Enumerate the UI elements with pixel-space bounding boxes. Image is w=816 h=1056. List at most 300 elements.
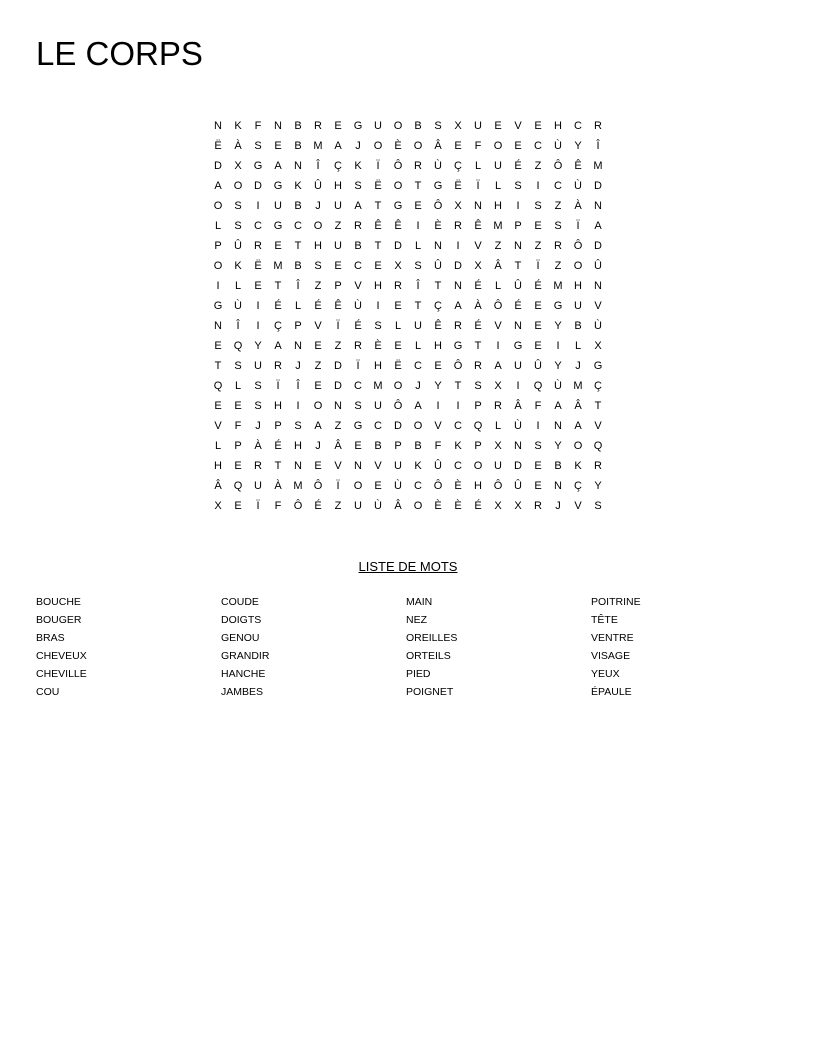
grid-cell: Z <box>534 160 542 172</box>
grid-cell: Â <box>574 400 582 412</box>
grid-cell: È <box>434 220 442 232</box>
grid-cell: Î <box>296 280 300 292</box>
grid-cell: Ï <box>256 500 260 512</box>
grid-cell: È <box>434 500 442 512</box>
word-list-heading <box>0 558 816 576</box>
grid-cell: N <box>294 160 302 172</box>
grid-cell: Ç <box>594 380 602 392</box>
grid-cell: É <box>474 500 482 512</box>
grid-cell: D <box>594 180 602 192</box>
grid-cell: E <box>234 460 242 472</box>
grid-cell: S <box>254 380 262 392</box>
grid-cell: S <box>514 180 522 192</box>
grid-cell: K <box>294 180 302 192</box>
grid-cell: X <box>494 440 502 452</box>
grid-cell: C <box>554 180 562 192</box>
grid-cell: É <box>314 500 322 512</box>
grid-cell: B <box>294 120 302 132</box>
grid-cell: E <box>534 220 542 232</box>
word-list-item: CHEVEUX <box>36 650 87 662</box>
grid-cell: Z <box>314 360 322 372</box>
grid-cell: E <box>334 260 342 272</box>
grid-cell: V <box>494 320 502 332</box>
grid-cell: S <box>354 180 362 192</box>
grid-cell: E <box>214 340 222 352</box>
grid-cell: O <box>213 200 223 212</box>
grid-cell: E <box>494 120 502 132</box>
grid-cell: D <box>594 240 602 252</box>
grid-cell: R <box>454 320 462 332</box>
grid-cell: Z <box>554 200 562 212</box>
grid-cell: E <box>354 440 362 452</box>
grid-cell: N <box>334 400 342 412</box>
word-list-item: VENTRE <box>591 632 634 644</box>
grid-cell: É <box>514 300 522 312</box>
grid-cell: I <box>456 400 460 412</box>
grid-cell: M <box>273 260 283 272</box>
grid-cell: V <box>594 300 602 312</box>
grid-cell: G <box>393 200 403 212</box>
grid-cell: F <box>234 420 242 432</box>
grid-cell: I <box>536 180 540 192</box>
grid-cell: U <box>254 360 262 372</box>
grid-cell: B <box>414 440 422 452</box>
grid-cell: È <box>394 140 402 152</box>
grid-cell: R <box>554 240 562 252</box>
grid-cell: Û <box>234 240 242 252</box>
grid-cell: Ù <box>234 300 242 312</box>
grid-cell: C <box>454 460 462 472</box>
grid-cell: Ô <box>493 480 503 492</box>
grid-cell: R <box>314 120 322 132</box>
grid-cell: E <box>334 120 342 132</box>
grid-cell: O <box>393 380 403 392</box>
grid-cell: B <box>574 320 582 332</box>
word-list-item: BRAS <box>36 632 65 644</box>
grid-cell: D <box>454 260 462 272</box>
grid-cell: Q <box>593 440 603 452</box>
grid-cell: M <box>493 220 503 232</box>
grid-cell: U <box>414 320 422 332</box>
grid-cell: D <box>334 380 342 392</box>
grid-cell: P <box>274 420 282 432</box>
grid-cell: C <box>534 140 542 152</box>
grid-cell: V <box>574 500 582 512</box>
grid-cell: U <box>394 460 402 472</box>
grid-cell: E <box>454 140 462 152</box>
grid-cell: R <box>594 460 602 472</box>
grid-cell: I <box>456 240 460 252</box>
grid-cell: E <box>274 240 282 252</box>
grid-cell: L <box>214 220 222 232</box>
grid-cell: R <box>414 160 422 172</box>
grid-cell: E <box>534 120 542 132</box>
grid-cell: A <box>214 180 222 192</box>
grid-cell: Ù <box>354 300 362 312</box>
grid-cell: Ô <box>293 500 303 512</box>
grid-cell: Ç <box>574 480 582 492</box>
grid-cell: U <box>514 360 522 372</box>
grid-cell: G <box>273 180 283 192</box>
grid-cell: R <box>474 360 482 372</box>
grid-cell: M <box>373 380 383 392</box>
grid-cell: Â <box>394 500 402 512</box>
grid-cell: L <box>494 280 502 292</box>
grid-cell: M <box>573 380 583 392</box>
grid-cell: V <box>314 320 322 332</box>
grid-cell: C <box>354 380 362 392</box>
grid-cell: X <box>394 260 402 272</box>
grid-cell: Û <box>434 260 442 272</box>
grid-cell: B <box>374 440 382 452</box>
grid-cell: Ç <box>454 160 462 172</box>
grid-cell: G <box>253 160 263 172</box>
grid-cell: V <box>594 420 602 432</box>
grid-cell: Ù <box>514 420 522 432</box>
grid-cell: Î <box>236 320 240 332</box>
grid-cell: O <box>573 440 583 452</box>
grid-cell: T <box>214 360 222 372</box>
grid-cell: S <box>434 120 442 132</box>
word-list-item: BOUCHE <box>36 596 81 608</box>
grid-cell: I <box>256 200 260 212</box>
grid-cell: S <box>354 400 362 412</box>
word-list-heading-text: LISTE DE MOTS <box>358 559 458 574</box>
grid-cell: G <box>213 300 223 312</box>
grid-cell: Ù <box>394 480 402 492</box>
grid-cell: E <box>314 340 322 352</box>
grid-cell: R <box>454 220 462 232</box>
grid-cell: Ù <box>554 140 562 152</box>
grid-cell: L <box>414 240 422 252</box>
grid-cell: L <box>234 380 242 392</box>
grid-cell: R <box>594 120 602 132</box>
grid-cell: E <box>534 460 542 472</box>
page-title: LE CORPS <box>36 35 203 72</box>
grid-cell: D <box>254 180 262 192</box>
grid-cell: F <box>534 400 542 412</box>
grid-cell: A <box>274 340 282 352</box>
grid-cell: F <box>474 140 482 152</box>
grid-cell: G <box>553 300 563 312</box>
grid-cell: A <box>554 400 562 412</box>
grid-cell: C <box>414 360 422 372</box>
grid-cell: G <box>593 360 603 372</box>
grid-cell: S <box>294 420 302 432</box>
grid-cell: Q <box>533 380 543 392</box>
grid-cell: S <box>234 220 242 232</box>
grid-cell: O <box>393 120 403 132</box>
grid-cell: É <box>514 160 522 172</box>
grid-cell: U <box>374 400 382 412</box>
grid-cell: X <box>494 380 502 392</box>
word-list-item: ORTEILS <box>406 650 451 662</box>
word-list-item: CHEVILLE <box>36 668 87 680</box>
grid-cell: È <box>374 340 382 352</box>
grid-cell: O <box>413 140 423 152</box>
grid-cell: Z <box>334 220 342 232</box>
grid-cell: Ï <box>276 380 280 392</box>
grid-cell: P <box>394 440 402 452</box>
grid-cell: Û <box>594 260 602 272</box>
grid-cell: Y <box>554 440 562 452</box>
grid-cell: V <box>374 460 382 472</box>
grid-cell: K <box>574 460 582 472</box>
grid-cell: C <box>254 220 262 232</box>
grid-cell: F <box>254 120 262 132</box>
grid-cell: S <box>314 260 322 272</box>
grid-cell: Ç <box>274 320 282 332</box>
grid-cell: Q <box>213 380 223 392</box>
grid-cell: E <box>534 320 542 332</box>
grid-cell: V <box>434 420 442 432</box>
grid-cell: Z <box>314 280 322 292</box>
grid-cell: U <box>254 480 262 492</box>
grid-cell: S <box>234 200 242 212</box>
grid-cell: T <box>594 400 602 412</box>
grid-cell: H <box>494 200 502 212</box>
grid-cell: U <box>274 200 282 212</box>
grid-cell: L <box>234 280 242 292</box>
grid-cell: L <box>394 320 402 332</box>
grid-cell: H <box>374 280 382 292</box>
grid-cell: D <box>334 360 342 372</box>
grid-cell: G <box>453 340 463 352</box>
grid-cell: P <box>474 400 482 412</box>
grid-cell: J <box>315 200 321 212</box>
grid-cell: I <box>416 220 420 232</box>
grid-cell: Ï <box>376 160 380 172</box>
grid-cell: X <box>494 500 502 512</box>
grid-cell: M <box>293 480 303 492</box>
grid-cell: C <box>574 120 582 132</box>
grid-cell: J <box>255 420 261 432</box>
grid-cell: L <box>494 180 502 192</box>
grid-cell: H <box>374 360 382 372</box>
grid-cell: U <box>334 240 342 252</box>
grid-cell: C <box>454 420 462 432</box>
grid-cell: Z <box>554 260 562 272</box>
grid-cell: E <box>434 360 442 372</box>
grid-cell: Ï <box>336 480 340 492</box>
grid-cell: E <box>394 340 402 352</box>
grid-cell: I <box>496 340 500 352</box>
grid-cell: J <box>555 500 561 512</box>
grid-cell: Ô <box>433 200 443 212</box>
grid-cell: V <box>334 460 342 472</box>
grid-cell: S <box>234 360 242 372</box>
grid-cell: Y <box>434 380 442 392</box>
grid-cell: G <box>433 180 443 192</box>
grid-cell: D <box>514 460 522 472</box>
grid-cell: A <box>414 400 422 412</box>
grid-cell: D <box>214 160 222 172</box>
grid-cell: Â <box>514 400 522 412</box>
grid-cell: Î <box>596 140 600 152</box>
grid-cell: À <box>234 140 242 152</box>
grid-cell: Q <box>473 420 483 432</box>
grid-cell: N <box>594 280 602 292</box>
grid-cell: I <box>296 400 300 412</box>
grid-cell: P <box>334 280 342 292</box>
grid-cell: N <box>554 420 562 432</box>
grid-cell: X <box>514 500 522 512</box>
grid-cell: U <box>474 120 482 132</box>
grid-cell: B <box>294 140 302 152</box>
grid-cell: Y <box>554 360 562 372</box>
grid-cell: E <box>314 380 322 392</box>
grid-cell: E <box>314 460 322 472</box>
grid-cell: H <box>274 400 282 412</box>
grid-cell: Ê <box>574 160 582 172</box>
grid-cell: T <box>514 260 522 272</box>
grid-cell: À <box>574 200 582 212</box>
grid-cell: Y <box>594 480 602 492</box>
grid-cell: B <box>294 260 302 272</box>
grid-cell: M <box>593 160 603 172</box>
grid-cell: N <box>594 200 602 212</box>
grid-cell: R <box>354 220 362 232</box>
grid-cell: L <box>294 300 302 312</box>
grid-cell: V <box>214 420 222 432</box>
grid-cell: G <box>273 220 283 232</box>
grid-cell: È <box>454 480 462 492</box>
grid-cell: N <box>214 320 222 332</box>
grid-cell: G <box>353 120 363 132</box>
word-list-item: PIED <box>406 668 431 680</box>
grid-cell: Ù <box>594 320 602 332</box>
word-list-item: DOIGTS <box>221 614 262 626</box>
word-list-item: BOUGER <box>36 614 82 626</box>
grid-cell: I <box>516 200 520 212</box>
grid-cell: O <box>353 480 363 492</box>
grid-cell: R <box>394 280 402 292</box>
grid-cell: S <box>534 200 542 212</box>
grid-cell: T <box>414 180 422 192</box>
grid-cell: L <box>574 340 582 352</box>
grid-cell: L <box>214 440 222 452</box>
grid-cell: Ï <box>476 180 480 192</box>
grid-cell: S <box>534 440 542 452</box>
grid-cell: H <box>314 240 322 252</box>
grid-cell: L <box>414 340 422 352</box>
grid-cell: T <box>374 240 382 252</box>
grid-cell: I <box>516 380 520 392</box>
grid-cell: T <box>474 340 482 352</box>
grid-cell: H <box>294 440 302 452</box>
grid-cell: S <box>474 380 482 392</box>
grid-cell: P <box>214 240 222 252</box>
word-list-item: NEZ <box>406 614 427 626</box>
grid-cell: Ë <box>374 180 382 192</box>
grid-cell: Ê <box>334 300 342 312</box>
grid-cell: C <box>374 420 382 432</box>
grid-cell: A <box>574 420 582 432</box>
grid-cell: A <box>334 140 342 152</box>
word-list-item: COUDE <box>221 596 259 608</box>
grid-cell: S <box>594 500 602 512</box>
grid-cell: P <box>234 440 242 452</box>
grid-cell: B <box>554 460 562 472</box>
grid-cell: R <box>354 340 362 352</box>
grid-cell: E <box>534 480 542 492</box>
grid-cell: A <box>454 300 462 312</box>
grid-cell: Y <box>254 340 262 352</box>
grid-cell: U <box>354 500 362 512</box>
grid-cell: Q <box>233 340 243 352</box>
grid-cell: J <box>355 140 361 152</box>
grid-cell: Â <box>334 440 342 452</box>
grid-cell: A <box>494 360 502 372</box>
grid-cell: I <box>256 320 260 332</box>
grid-cell: Ô <box>393 400 403 412</box>
grid-cell: Ô <box>573 240 583 252</box>
grid-cell: Ï <box>336 320 340 332</box>
grid-cell: Ë <box>214 140 222 152</box>
word-list-item: ÉPAULE <box>591 686 632 698</box>
grid-cell: E <box>234 400 242 412</box>
grid-cell: B <box>414 120 422 132</box>
grid-cell: F <box>274 500 282 512</box>
grid-cell: C <box>354 260 362 272</box>
grid-cell: N <box>454 280 462 292</box>
grid-cell: T <box>274 280 282 292</box>
grid-cell: Û <box>434 460 442 472</box>
grid-cell: A <box>354 200 362 212</box>
grid-cell: O <box>313 220 323 232</box>
word-list <box>36 593 776 701</box>
grid-cell: X <box>474 260 482 272</box>
grid-cell: Û <box>314 180 322 192</box>
grid-cell: I <box>376 300 380 312</box>
grid-cell: Â <box>214 480 222 492</box>
grid-cell: É <box>314 300 322 312</box>
grid-cell: B <box>354 240 362 252</box>
grid-cell: E <box>374 260 382 272</box>
grid-cell: A <box>274 160 282 172</box>
grid-cell: H <box>214 460 222 472</box>
grid-cell: É <box>274 300 282 312</box>
grid-cell: Ï <box>576 220 580 232</box>
grid-cell: R <box>254 240 262 252</box>
grid-cell: T <box>274 460 282 472</box>
grid-cell: O <box>413 500 423 512</box>
grid-cell: O <box>473 460 483 472</box>
grid-cell: L <box>474 160 482 172</box>
grid-cell: N <box>514 320 522 332</box>
grid-cell: O <box>393 180 403 192</box>
word-list-item: JAMBES <box>221 686 264 698</box>
grid-cell: E <box>514 140 522 152</box>
grid-cell: Ç <box>434 300 442 312</box>
grid-cell: N <box>434 240 442 252</box>
grid-cell: U <box>374 120 382 132</box>
grid-cell: E <box>274 140 282 152</box>
grid-cell: E <box>414 200 422 212</box>
grid-cell: C <box>414 480 422 492</box>
grid-cell: C <box>294 220 302 232</box>
grid-cell: R <box>494 400 502 412</box>
grid-cell: J <box>295 360 301 372</box>
grid-cell: E <box>394 300 402 312</box>
grid-cell: Ç <box>334 160 342 172</box>
grid-cell: X <box>214 500 222 512</box>
grid-cell: E <box>374 480 382 492</box>
grid-cell: Û <box>514 280 522 292</box>
grid-cell: M <box>313 140 323 152</box>
grid-cell: V <box>514 120 522 132</box>
word-list-item: GENOU <box>221 632 260 644</box>
